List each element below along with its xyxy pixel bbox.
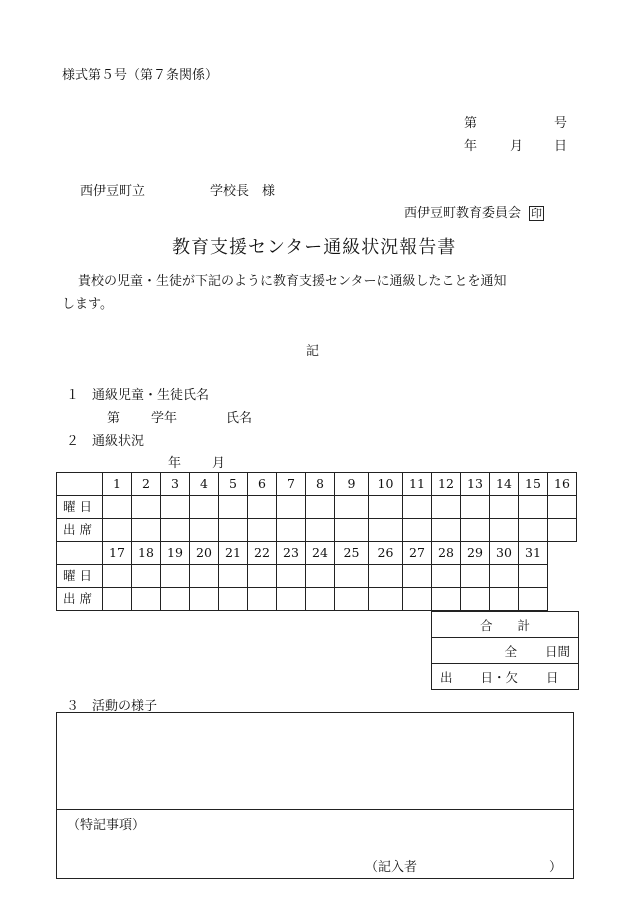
weekday-cell	[103, 496, 132, 519]
weekday-cell	[335, 565, 369, 588]
weekday-cell	[306, 496, 335, 519]
weekday-label: 曜日	[57, 565, 103, 588]
attend-label: 出	[440, 669, 453, 685]
total-header: 合 計	[432, 612, 579, 638]
weekday-cell	[369, 496, 403, 519]
section2-heading: ２ 通級状況	[66, 434, 145, 449]
attendance-cell	[306, 519, 335, 542]
status-year: 年	[168, 456, 182, 471]
body-text-line2: します。	[62, 297, 113, 312]
day-cell: 25	[335, 542, 369, 565]
total-all-label: 全	[504, 643, 517, 659]
day-cell: 22	[248, 542, 277, 565]
day-cell: 7	[277, 473, 306, 496]
form-number: 様式第５号（第７条関係）	[62, 68, 219, 83]
day-cell: 24	[306, 542, 335, 565]
day-cell: 26	[369, 542, 403, 565]
absent-label: 日・欠	[480, 669, 519, 685]
attendance-cell	[219, 588, 248, 611]
day-cell: 10	[369, 473, 403, 496]
date-month: 月	[510, 139, 524, 154]
corner-cell	[57, 542, 103, 565]
attendance-cell	[103, 519, 132, 542]
attendance-cell	[219, 519, 248, 542]
day-cell: 15	[519, 473, 548, 496]
recorder-close: ）	[549, 860, 563, 875]
ki-label: 記	[306, 344, 320, 359]
weekday-cell	[306, 565, 335, 588]
weekday-cell	[248, 496, 277, 519]
attendance-table	[56, 472, 577, 611]
day-cell: 20	[190, 542, 219, 565]
day-cell: 19	[161, 542, 190, 565]
special-notes-box	[56, 808, 574, 879]
weekday-row-1	[57, 496, 577, 519]
weekday-cell	[219, 565, 248, 588]
seal-stamp: 印	[531, 207, 543, 220]
addressee-town: 西伊豆町立	[80, 184, 146, 199]
day-cell: 5	[219, 473, 248, 496]
grade-suffix: 学年	[151, 411, 178, 426]
day-cell: 31	[519, 542, 548, 565]
attendance-cell	[403, 588, 432, 611]
weekday-cell	[335, 496, 369, 519]
empty-cell	[548, 565, 577, 588]
attendance-cell	[161, 519, 190, 542]
weekday-cell	[403, 496, 432, 519]
date-year: 年	[464, 139, 478, 154]
total-days-row	[432, 638, 579, 664]
weekday-cell	[161, 565, 190, 588]
empty-cell	[548, 588, 577, 611]
weekday-cell	[132, 496, 161, 519]
attendance-label: 出席	[57, 588, 103, 611]
weekday-label: 曜日	[57, 496, 103, 519]
corner-cell	[57, 473, 103, 496]
attendance-cell	[369, 588, 403, 611]
attendance-cell	[277, 519, 306, 542]
day-cell: 21	[219, 542, 248, 565]
day-cell: 3	[161, 473, 190, 496]
attendance-label: 出席	[57, 519, 103, 542]
attendance-cell	[132, 519, 161, 542]
attendance-cell	[335, 588, 369, 611]
weekday-row-2	[57, 565, 577, 588]
attendance-cell	[519, 519, 548, 542]
day-cell: 29	[461, 542, 490, 565]
weekday-cell	[190, 565, 219, 588]
activity-box	[56, 712, 574, 810]
attendance-cell	[548, 519, 577, 542]
student-name-label: 氏名	[226, 411, 253, 426]
absent-day-label: 日	[546, 669, 559, 685]
weekday-cell	[277, 496, 306, 519]
weekday-cell	[432, 565, 461, 588]
attendance-cell	[519, 588, 548, 611]
day-cell: 2	[132, 473, 161, 496]
attendance-cell	[161, 588, 190, 611]
attendance-cell	[335, 519, 369, 542]
weekday-cell	[432, 496, 461, 519]
weekday-cell	[403, 565, 432, 588]
addressee-principal: 学校長 様	[210, 184, 276, 199]
total-days-label: 日間	[544, 643, 570, 659]
day-cell: 13	[461, 473, 490, 496]
attendance-cell	[190, 519, 219, 542]
total-table	[431, 611, 579, 690]
weekday-cell	[461, 565, 490, 588]
attendance-cell	[490, 519, 519, 542]
total-attend-row	[432, 664, 579, 690]
attendance-cell	[132, 588, 161, 611]
attendance-cell	[490, 588, 519, 611]
day-cell: 4	[190, 473, 219, 496]
weekday-cell	[103, 565, 132, 588]
grade-prefix: 第	[107, 411, 121, 426]
recorder-open: （記入者	[365, 860, 418, 875]
attendance-cell	[277, 588, 306, 611]
attendance-table-body	[57, 473, 577, 611]
doc-number-suffix: 号	[554, 116, 568, 131]
weekday-cell	[490, 496, 519, 519]
date-day: 日	[554, 139, 568, 154]
attendance-cell	[103, 588, 132, 611]
attendance-cell	[432, 588, 461, 611]
attendance-cell	[369, 519, 403, 542]
weekday-cell	[461, 496, 490, 519]
weekday-cell	[219, 496, 248, 519]
attendance-cell	[432, 519, 461, 542]
section1-heading: １ 通級児童・生徒氏名	[66, 388, 210, 403]
day-cell: 1	[103, 473, 132, 496]
status-month: 月	[212, 456, 226, 471]
weekday-cell	[519, 496, 548, 519]
weekday-cell	[519, 565, 548, 588]
section3-heading: ３ 活動の様子	[66, 699, 158, 714]
issuer-name: 西伊豆町教育委員会	[404, 206, 522, 221]
weekday-cell	[369, 565, 403, 588]
attendance-cell	[190, 588, 219, 611]
weekday-cell	[277, 565, 306, 588]
weekday-cell	[248, 565, 277, 588]
day-cell: 16	[548, 473, 577, 496]
day-header-row-2	[57, 542, 577, 565]
day-cell: 9	[335, 473, 369, 496]
issuer	[404, 202, 544, 221]
day-cell: 27	[403, 542, 432, 565]
doc-number-prefix: 第	[464, 116, 478, 131]
weekday-cell	[490, 565, 519, 588]
day-cell: 8	[306, 473, 335, 496]
day-cell: 28	[432, 542, 461, 565]
empty-cell	[548, 542, 577, 565]
day-cell: 17	[103, 542, 132, 565]
day-cell: 18	[132, 542, 161, 565]
attendance-cell	[248, 519, 277, 542]
attendance-cell	[461, 588, 490, 611]
weekday-cell	[548, 496, 577, 519]
weekday-cell	[190, 496, 219, 519]
day-header-row-1	[57, 473, 577, 496]
day-cell: 14	[490, 473, 519, 496]
weekday-cell	[161, 496, 190, 519]
document-title: 教育支援センター通級状況報告書	[172, 237, 457, 258]
attendance-row-2	[57, 588, 577, 611]
day-cell: 11	[403, 473, 432, 496]
day-cell: 23	[277, 542, 306, 565]
special-notes-label: （特記事項）	[67, 818, 146, 833]
day-cell: 12	[432, 473, 461, 496]
weekday-cell	[132, 565, 161, 588]
attendance-cell	[248, 588, 277, 611]
attendance-row-1	[57, 519, 577, 542]
day-cell: 30	[490, 542, 519, 565]
body-text-line1: 貴校の児童・生徒が下記のように教育支援センターに通級したことを通知	[78, 274, 507, 289]
attendance-cell	[403, 519, 432, 542]
day-cell: 6	[248, 473, 277, 496]
attendance-cell	[461, 519, 490, 542]
attendance-cell	[306, 588, 335, 611]
